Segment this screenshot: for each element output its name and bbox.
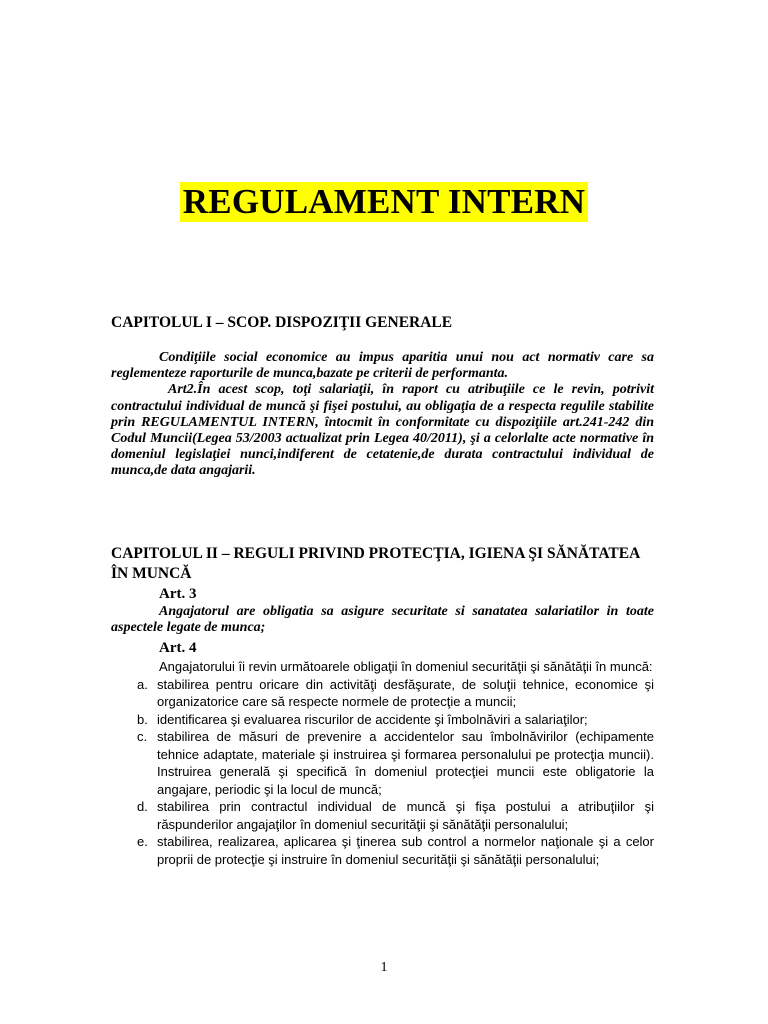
list-item-text: stabilirea prin contractul individual de muncă şi fişa postului a atribuţiilor şi răspunderilor angajaţilor în domeniul securităţii şi sănătăţii personalului; [157,799,654,832]
list-item [111,711,654,729]
list-marker: d. [137,799,148,815]
article-4-intro: Angajatorului îi revin următoarele obligaţii în domeniul securităţii şi sănătăţii în muncă: [159,659,653,675]
list-item-text: stabilirea de măsuri de prevenire a accidentelor sau îmbolnăvirilor (echipamente tehnice adaptate, materiale şi instruirea şi formarea personalului pe protecţia muncii). Instruirea generală şi specifică în domeniul protecţiei muncii este obligatorie la angajare, periodic şi la locul de muncă; [157,729,654,797]
list-item-text: stabilirea, realizarea, aplicarea şi ţinerea sub control a normelor naţionale şi a celor proprii de protecţie şi instruire în domeniul securităţii şi sănătăţii personalului; [157,834,654,867]
list-marker: a. [137,676,148,692]
list-item [111,728,654,798]
list-item [111,676,654,711]
obligations-list [111,676,654,869]
list-item-text: identificarea şi evaluarea riscurilor de accidente şi îmbolnăviri a salariaţilor; [157,711,588,727]
article-4-label: Art. 4 [159,640,197,657]
list-item [111,833,654,868]
list-marker: b. [137,711,148,727]
list-item-text: stabilirea pentru oricare din activităţi desfăşurate, de soluţii tehnice, economice şi organizatorice care să respecte normele de protecţie a muncii; [157,676,654,710]
page-number: 1 [380,960,388,975]
list-marker: e. [137,834,148,850]
article-3-label: Art. 3 [159,586,197,602]
chapter-1 [111,313,654,480]
chapter-2 [111,544,654,868]
chapter-1-paragraph-2: Art2.În acest scop, toţi salariaţii, în raport cu atribuţiile ce le revin, potrivit contractului individual de muncă şi fişei postului, au obligaţia de a respecta regulile stabilite prin REGULAMENTUL INTERN, întocmit în conformitate cu dispoziţiile art.241-242 din Codul Muncii(Legea 53/2003 actualizat prin Legea 40/2011), şi a celorlalte acte normative în domeniul legislaţiei nunci,indiferent de cetatenie,de durata contractului individual de munca,de data angajarii. [111,382,654,479]
list-marker: c. [137,729,148,745]
list-item [111,798,654,833]
article-3-text: Angajatorul are obligatia sa asigure securitate si sanatatea salariatilor in toate aspectele legate de munca; [111,604,654,636]
chapter-2-heading: CAPITOLUL II – REGULI PRIVIND PROTECŢIA, IGIENA ŞI SĂNĂTATEA ÎN MUNCĂ [111,545,640,582]
chapter-1-paragraph-1: Condiţiile social economice au impus aparitia unui nou act normativ care sa reglementeze raporturile de munca,bazate pe criterii de performanta. [111,350,654,382]
title-block [0,182,768,222]
chapter-1-heading: CAPITOLUL I – SCOP. DISPOZIŢII GENERALE [111,314,453,331]
document-title: REGULAMENT INTERN [180,182,588,222]
